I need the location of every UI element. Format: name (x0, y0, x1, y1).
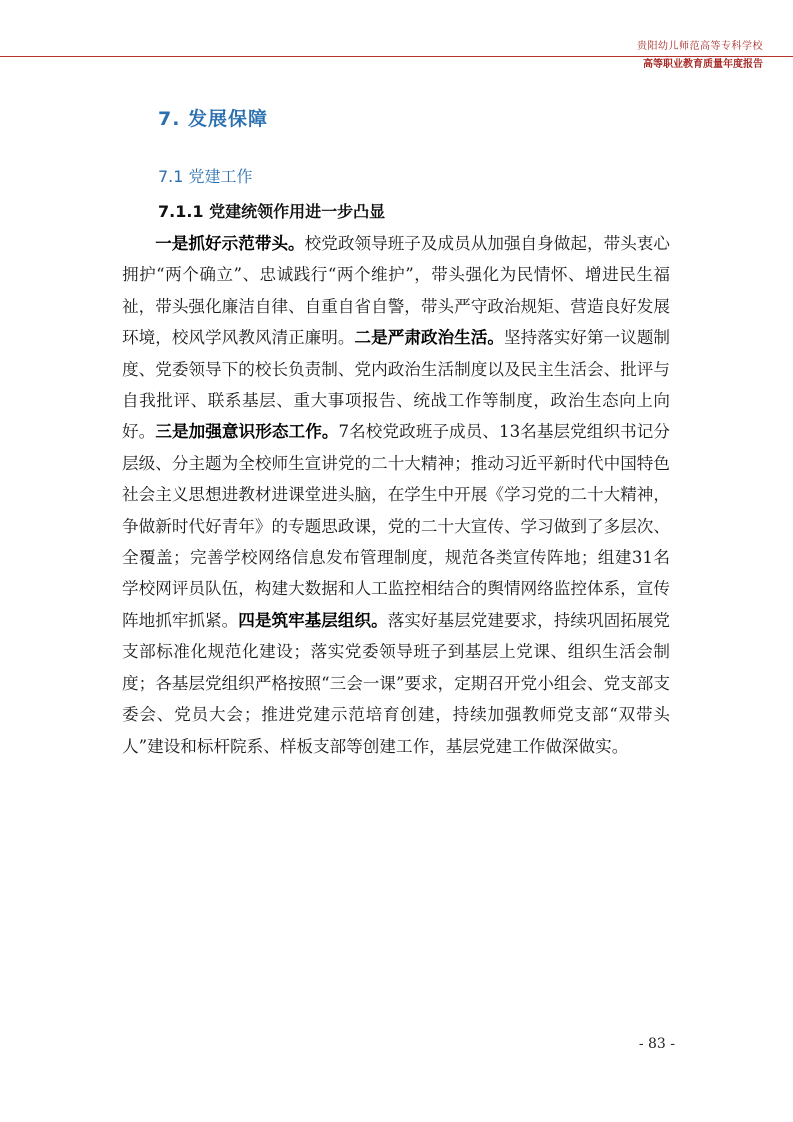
point-four-text: 落实好基层党建要求，持续巩固拓展党支部标准化规范化建设；落实党委领导班子到基层上党课、组织生活会制度；各基层党组织严格按照“三会一课”要求，定期召开党小组会、党支部支委会、党员大会；推进党建示范培育创建，持续加强教师党支部“双带头人”建设和标杆院系、样板支部等创建工作，基层党建工作做深做实。 (122, 610, 671, 756)
running-header (637, 40, 763, 72)
subsubsection-heading: 7.1.1 党建统领作用进一步凸显 (158, 202, 386, 221)
point-four-lead: 四是筑牢基层组织。 (238, 609, 388, 630)
point-three-lead: 三是加强意识形态工作。 (155, 421, 339, 442)
point-one-text: 校党政领导班子及成员从加强自身做起，带头衷心拥护“两个确立”、忠诚践行“两个维护”，带头强化为民情怀、增进民生福祉，带头强化廉洁自律、自重自省自警，带头严守政治规矩、营造良好发展环境，校风学风教风清正廉明。 (122, 234, 671, 348)
header-report-title: 高等职业教育质量年度报告 (643, 59, 763, 70)
body-paragraph (122, 228, 670, 762)
point-one-lead: 一是抓好示范带头。 (155, 233, 305, 253)
section-heading: 7. 发展保障 (158, 108, 269, 130)
header-school-name: 贵阳幼儿师范高等专科学校 (637, 41, 763, 52)
point-two-text: 坚持落实好第一议题制度、党委领导下的校长负责制、党内政治生活制度以及民主生活会、批评与自我批评、联系基层、重大事项报告、统战工作等制度，政治生态向上向好。 (122, 328, 671, 442)
point-two-lead: 二是严肃政治生活。 (354, 327, 504, 348)
page-number: - 83 - (638, 1036, 675, 1052)
subsection-heading: 7.1 党建工作 (158, 167, 253, 186)
point-three-text: 7名校党政班子成员、13名基层党组织书记分层级、分主题为全校师生宣讲党的二十大精神；推动习近平新时代中国特色社会主义思想进教材进课堂进头脑，在学生中开展《学习党的二十大精神，争做新时代好青年》的专题思政课，党的二十大宣传、学习做到了多层次、全覆盖；完善学校网络信息发布管理制度，规范各类宣传阵地；组建31名学校网评员队伍，构建大数据和人工监控相结合的舆情网络监控体系，宣传阵地抓牢抓紧。 (122, 422, 671, 630)
